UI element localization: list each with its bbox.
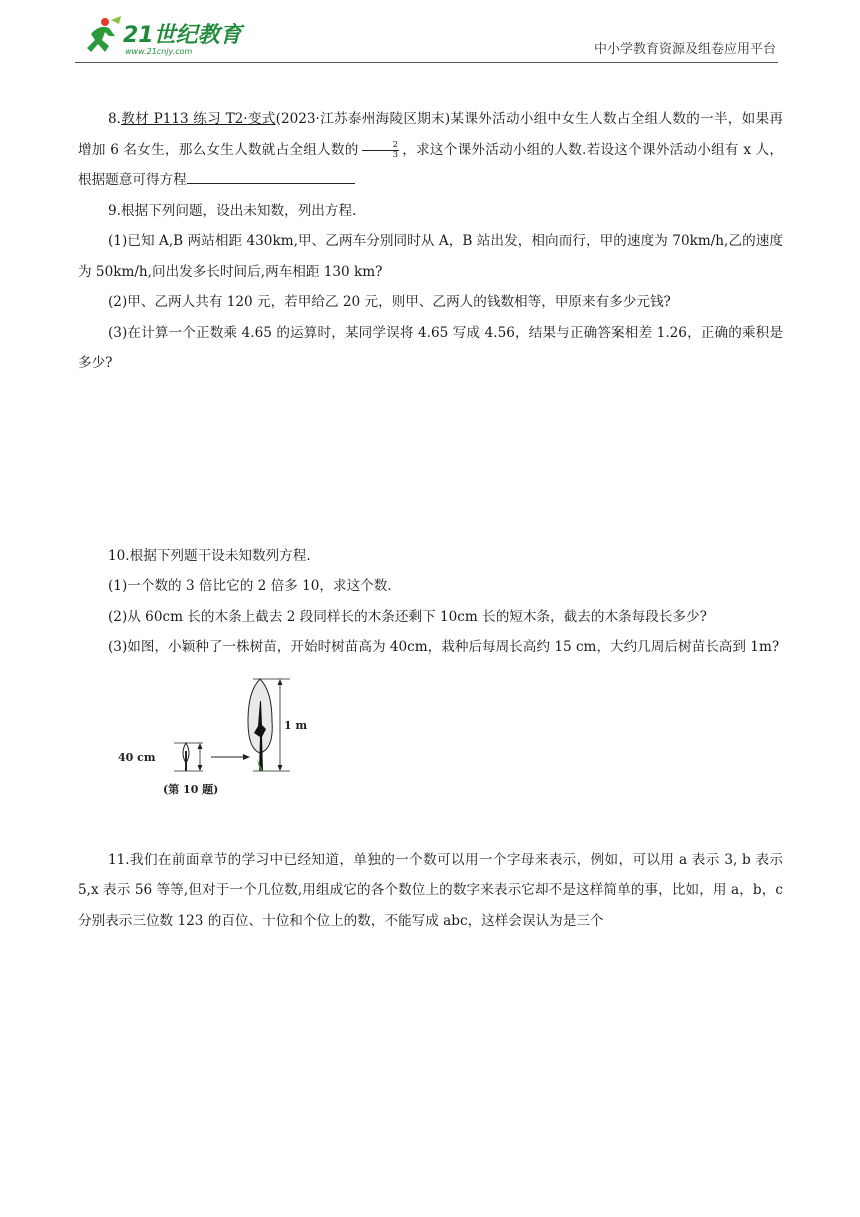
logo-url-text: www.21cnjy.com — [125, 47, 193, 56]
logo — [75, 14, 250, 58]
running-person-icon — [87, 16, 121, 52]
answer-space — [78, 379, 783, 541]
label-40cm: 40 cm — [118, 750, 156, 764]
answer-blank[interactable] — [187, 169, 355, 184]
arrow-right-icon — [211, 754, 250, 760]
platform-name: 中小学教育资源及组卷应用平台 — [593, 42, 776, 57]
question-10-title: 10.根据下列题干设未知数列方程. — [108, 547, 311, 564]
question-9-part-3: (3)在计算一个正数乘 4.65 的运算时，某同学误将 4.65 写成 4.56，结果与正确答案相差 1.26，正确的乘积是多少? — [78, 324, 783, 371]
question-10-figure — [108, 671, 308, 801]
question-8-source: 教材 P113 练习 T2·变式 — [120, 111, 276, 127]
document-body — [78, 104, 783, 936]
fraction: $\frac{2}{3}$ — [362, 141, 399, 160]
question-9-part-1: (1)已知 A,B 两站相距 430km,甲、乙两车分别同时从 A，B 站出发，相向而行，甲的速度为 70km/h,乙的速度为 50km/h,问出发多长时间后,两车相距 130 km? — [78, 233, 783, 280]
figure-caption: (第 10 题) — [163, 782, 219, 796]
question-10-part-2: (2)从 60cm 长的木条上截去 2 段同样长的木条还剩下 10cm 长的短木条，截去的木条每段长多少? — [108, 608, 707, 625]
label-1m: 1 m — [284, 718, 308, 732]
page-header — [75, 12, 778, 63]
question-11: 11.我们在前面章节的学习中已经知道，单独的一个数可以用一个字母来表示，例如，可以用 a 表示 3, b 表示 5,x 表示 56 等等,但对于一个几位数,用组成它的各个数位上的数字来表示它却不是这样简单的事，比如，用 a，b，c 分别表示三位数 123 的百位、十位和个位上的数，不能写成 abc，这样会误认为是三个 — [78, 851, 783, 929]
question-9-title: 9.根据下列问题，设出未知数，列出方程. — [108, 202, 357, 219]
logo-text: 21世纪教育 — [123, 23, 242, 48]
question-10-part-3: (3)如图，小颖种了一株树苗，开始时树苗高为 40cm，栽种后每周长高约 15 cm，大约几周后树苗长高到 1m? — [108, 639, 780, 655]
question-8: 8.教材 P113 练习 T2·变式(2023·江苏泰州海陵区期末)某课外活动小组中女生人数占全组人数的一半，如果再增加 6 名女生，那么女生人数就占全组人数的 $\frac{2}{3}$ ，求这个课外活动小组的人数.若设这个课外活动小组有 x 人，根据题意可得方程 — [78, 111, 783, 188]
tree-icon — [248, 679, 272, 771]
question-10-part-1: (1)一个数的 3 倍比它的 2 倍多 10，求这个数. — [108, 578, 392, 594]
small-sapling-icon — [183, 743, 189, 771]
spacer — [78, 805, 783, 845]
question-9-part-2: (2)甲、乙两人共有 120 元，若甲给乙 20 元，则甲、乙两人的钱数相等，甲原来有多少元钱? — [108, 294, 671, 310]
